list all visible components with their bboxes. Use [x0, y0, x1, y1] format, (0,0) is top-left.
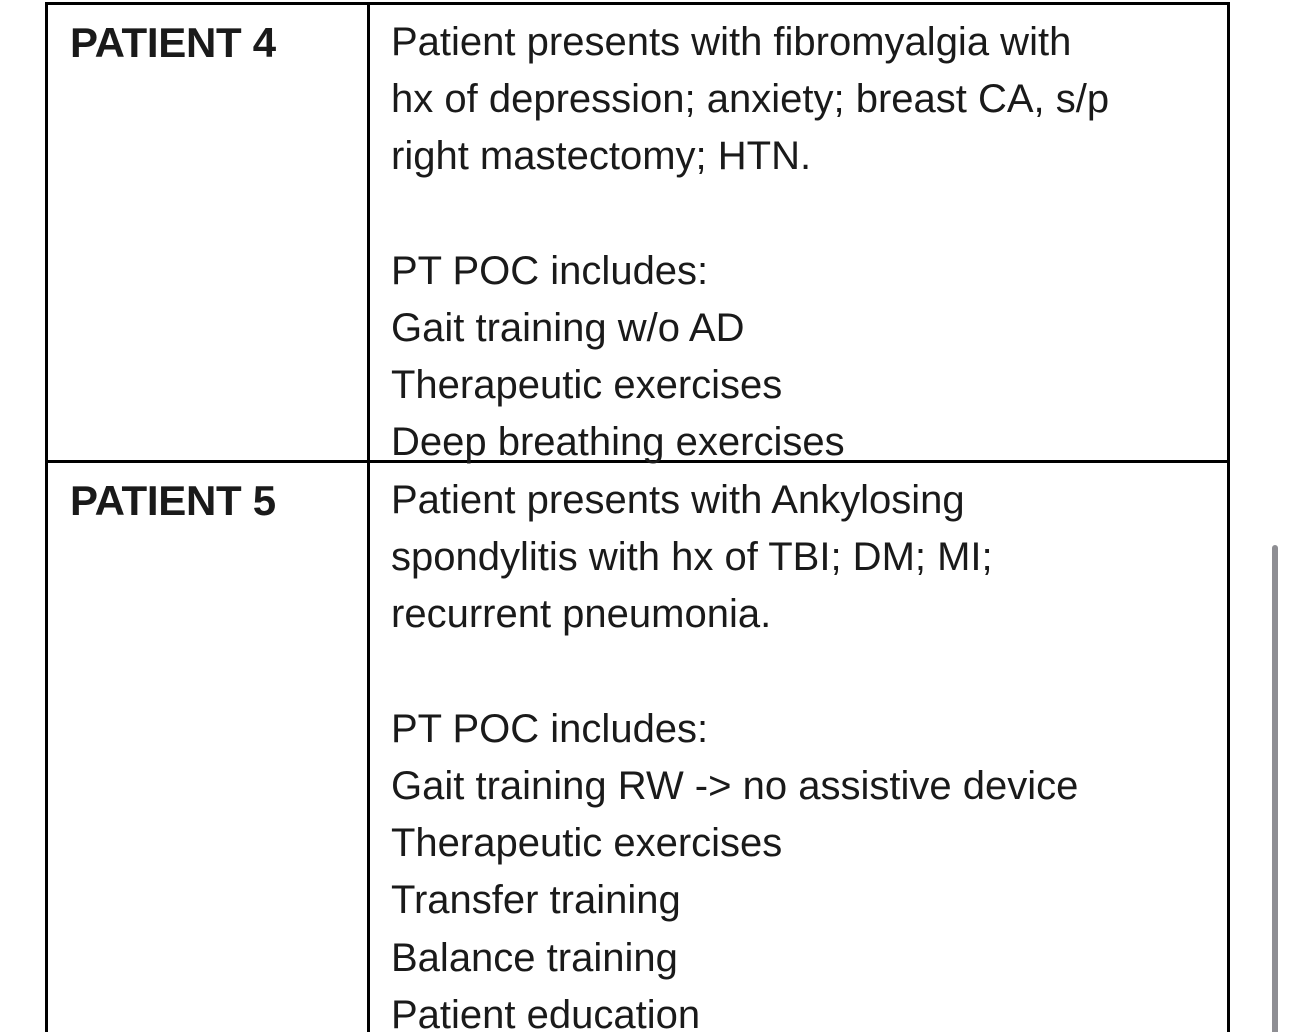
note-line: Patient presents with Ankylosing: [391, 478, 965, 522]
note-line: Patient presents with fibromyalgia with: [391, 20, 1072, 64]
poc-item: Gait training RW -> no assistive device: [391, 763, 1079, 808]
patient-label: PATIENT 4: [70, 19, 276, 66]
table-row: [48, 463, 1227, 1032]
poc-heading: PT POC includes:: [391, 248, 709, 293]
vertical-scrollbar[interactable]: [1272, 545, 1278, 1032]
patient-notes: [391, 472, 1078, 1032]
poc-item: Deep breathing exercises: [391, 420, 845, 465]
patient-label: PATIENT 5: [70, 477, 276, 524]
patient-notes: [391, 14, 1109, 472]
note-line-blank: [391, 644, 1078, 701]
table-row: [48, 5, 1227, 463]
poc-item: Gait training w/o AD: [391, 305, 745, 350]
patient-label-cell: [48, 5, 370, 460]
patient-notes-cell: [370, 463, 1227, 1032]
note-line-blank: [391, 186, 1109, 243]
note-line: spondylitis with hx of TBI; DM; MI;: [391, 535, 993, 580]
note-line: hx of depression; anxiety; breast CA, s/p: [391, 77, 1110, 122]
poc-item: Transfer training: [391, 878, 681, 923]
poc-heading: PT POC includes:: [391, 706, 709, 751]
patient-label-cell: [48, 463, 370, 1032]
patient-table: [45, 2, 1230, 1032]
note-line: right mastectomy; HTN.: [391, 134, 812, 179]
poc-item: Balance training: [391, 935, 678, 980]
poc-item: Therapeutic exercises: [391, 363, 783, 408]
poc-item: Patient education: [391, 992, 701, 1032]
patient-notes-cell: [370, 5, 1227, 465]
note-line: recurrent pneumonia.: [391, 592, 772, 637]
poc-item: Therapeutic exercises: [391, 821, 783, 866]
